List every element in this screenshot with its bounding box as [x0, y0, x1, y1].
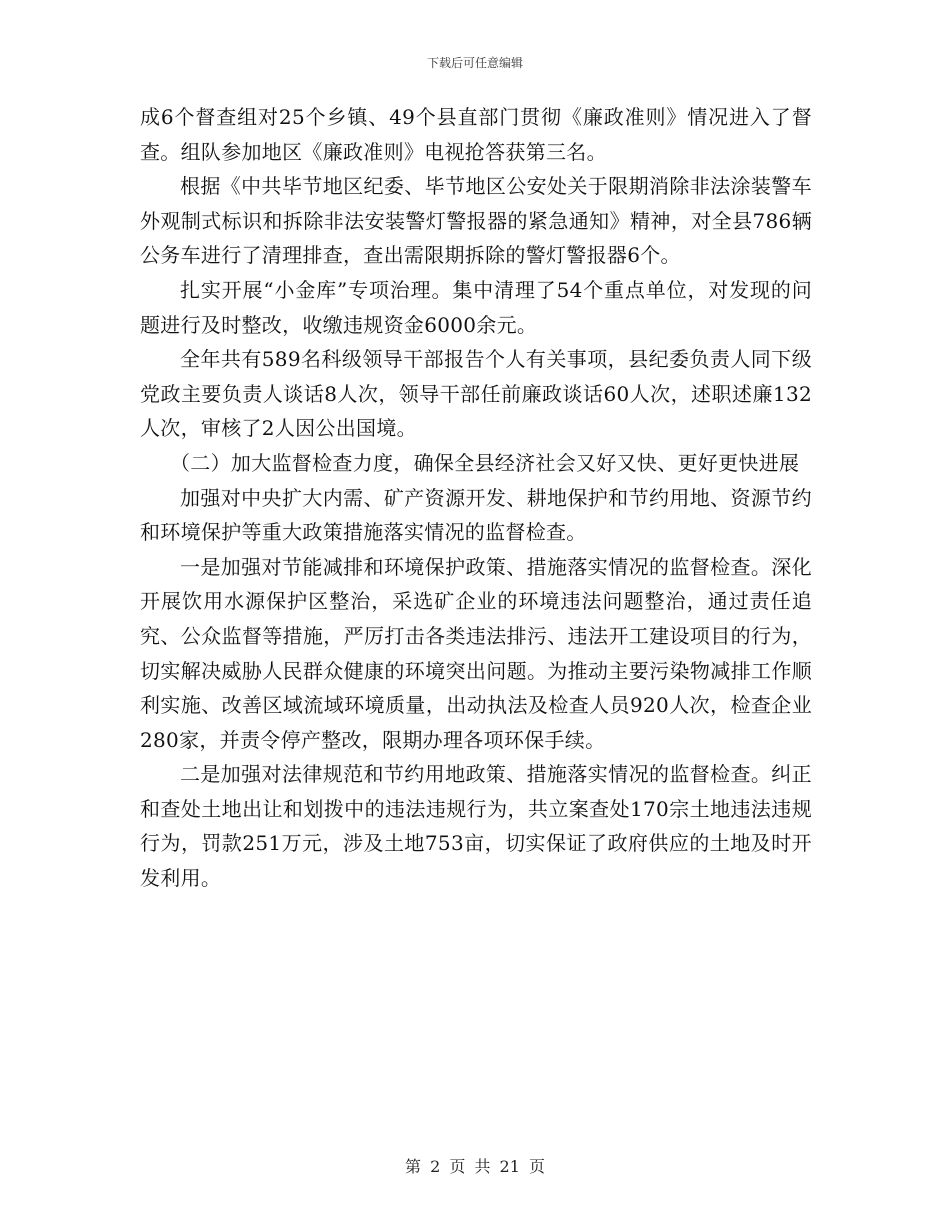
- page-header: 下载后可任意编辑: [426, 56, 523, 70]
- paragraph-land-use: 二是加强对法律规范和节约用地政策、措施落实情况的监督检查。纠正和查处土地出让和划拨中的违法违规行为，共立案查处170宗土地违法违规行为，罚款251万元，涉及土地753亩，切实保证了政府供应的土地及时开发利用。: [140, 762, 812, 891]
- document-body: [140, 100, 812, 896]
- paragraph-policy-supervision: 加强对中央扩大内需、矿产资源开发、耕地保护和节约用地、资源节约和环境保护等重大政策措施落实情况的监督检查。: [140, 485, 812, 545]
- paragraph-environment: 一是加强对节能减排和环境保护政策、措施落实情况的监督检查。深化开展饮用水源保护区整治，采选矿企业的环境违法问题整治，通过责任追究、公众监督等措施，严厉打击各类违法排污、违法开工建设项目的行为，切实解决威胁人民群众健康的环境突出问题。为推动主要污染物减排工作顺利实施、改善区域流域环境质量，出动执法及检查人员920人次，检查企业280家，并责令停产整改，限期办理各项环保手续。: [140, 554, 812, 752]
- paragraph-police-vehicles: 根据《中共毕节地区纪委、毕节地区公安处关于限期消除非法涂装警车外观制式标识和拆除非法安装警灯警报器的紧急通知》精神，对全县786辆公务车进行了清理排查，查出需限期拆除的警灯警报器6个。: [140, 174, 812, 268]
- paragraph-small-treasury: 扎实开展“小金库”专项治理。集中清理了54个重点单位，对发现的问题进行及时整改，收缴违规资金6000余元。: [140, 277, 812, 337]
- paragraph-continued: 成6个督查组对25个乡镇、49个县直部门贯彻《廉政准则》情况进入了督查。组队参加地区《廉政准则》电视抢答获第三名。: [140, 105, 812, 164]
- section-heading: （二）加大监督检查力度，确保全县经济社会又好又快、更好更快进展: [170, 450, 800, 475]
- page-number: 第 2 页 共 21 页: [405, 1157, 545, 1176]
- paragraph-cadre-reports: 全年共有589名科级领导干部报告个人有关事项，县纪委负责人同下级党政主要负责人谈话8人次，领导干部任前廉政谈话60人次，述职述廉132人次，审核了2人因公出国境。: [140, 347, 812, 441]
